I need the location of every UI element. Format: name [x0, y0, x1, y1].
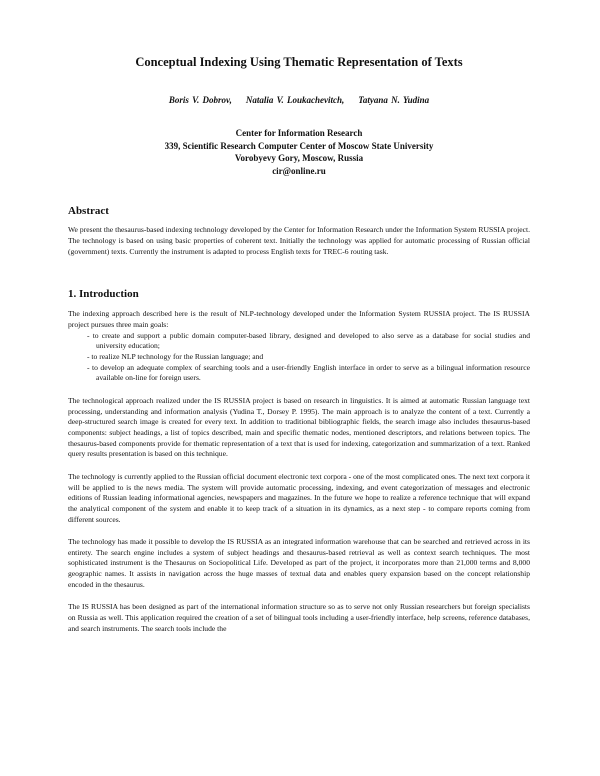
affiliation-block — [68, 127, 530, 177]
affiliation-line: Vorobyevy Gory, Moscow, Russia — [234, 153, 364, 164]
list-item: - to realize NLP technology for the Russian language; and — [87, 351, 264, 361]
list-item: - to create and support a public domain computer-based library, designed and developed to also serve as a database for social studies and university education; — [87, 330, 530, 351]
author-name: Boris V. Dobrov, — [168, 95, 232, 105]
abstract-heading: Abstract — [68, 205, 109, 218]
body-paragraph: The technological approach realized under the IS RUSSIA project is based on research in linguistics. It is aimed at automatic Russian language text processing, understanding and information analysis (Yudina T., Dorsey P. 1995). The main approach is to analyze the content of a text. Currently a deep-structured search image is created for every text. In addition to traditional bibliographic fields, the search image also includes thesaurus-based components: subject headings, a list of topics described, main and specific thematic nodes, mentioned descriptors, and relations between topics. The thesaurus-based components provide for thematic representation of a text that is used for indexing, categorization and summarization of a text. Ranked query results presentation is based on this technique. — [68, 395, 530, 459]
body-paragraph: The IS RUSSIA has been designed as part of the international information structure so as to serve not only Russian researchers but foreign specialists on Russia as well. This application required the creation of a set of bilingual tools including a user-friendly interface, help screens, reference databases, and search instruments. The search tools include the — [68, 602, 530, 633]
list-item: - to develop an adequate complex of searching tools and a user-friendly English interface in order to serve as a bilingual information resource available on-line for foreign users. — [87, 362, 530, 383]
introduction-heading: 1. Introduction — [68, 288, 139, 301]
paper-title: Conceptual Indexing Using Thematic Representation of Texts — [135, 55, 463, 69]
goals-list — [68, 331, 530, 384]
author-name: Natalia V. Loukachevitch, — [245, 95, 345, 105]
abstract-paragraph: We present the thesaurus-based indexing technology developed by the Center for Information Research under the Information System RUSSIA project. The technology is based on using basic properties of coherent text. Initially the technology was applied for automatic processing of Russian official (government) texts. Currently the instrument is adapted to process English texts for TREC-6 routing task. — [68, 225, 530, 256]
affiliation-line: Center for Information Research — [235, 128, 363, 138]
paper-page — [68, 50, 530, 634]
contact-email: cir@online.ru — [272, 165, 326, 176]
affiliation-line: 339, Scientific Research Computer Center of Moscow State University — [164, 140, 434, 151]
body-paragraph: The technology is currently applied to the Russian official document electronic text corpora - one of the most complicated ones. The next text corpora it will be applied to is the news media. The system will provide automatic processing, indexing, and event categorization of messages and electronic editions of Russian leading informational agencies, newspapers and magazines. In the future we hope to realize a reference technique that will expand the analytical component of the system and enable it to keep track of a situation in its dynamics, as a next step - to compare reports coming from different sources. — [68, 471, 530, 524]
body-paragraph: The indexing approach described here is the result of NLP-technology developed under the Information System RUSSIA project. The IS RUSSIA project pursues three main goals: — [68, 309, 530, 329]
author-name: Tatyana N. Yudina — [358, 95, 430, 105]
body-paragraph: The technology has made it possible to develop the IS RUSSIA as an integrated information warehouse that can be searched and retrieved across in its entirety. The search engine includes a system of subject headings and thesaurus-based retrieval as well as context search techniques. The most sophisticated instrument is the Thesaurus on Sociopolitical Life. Developed as part of the project, it incorporates more than 21,000 terms and 8,000 geographic names. It assists in navigation across the huge masses of textual data and enables query expansion based on the concept relationship encoded in the thesaurus. — [68, 537, 530, 589]
author-list — [68, 95, 530, 105]
